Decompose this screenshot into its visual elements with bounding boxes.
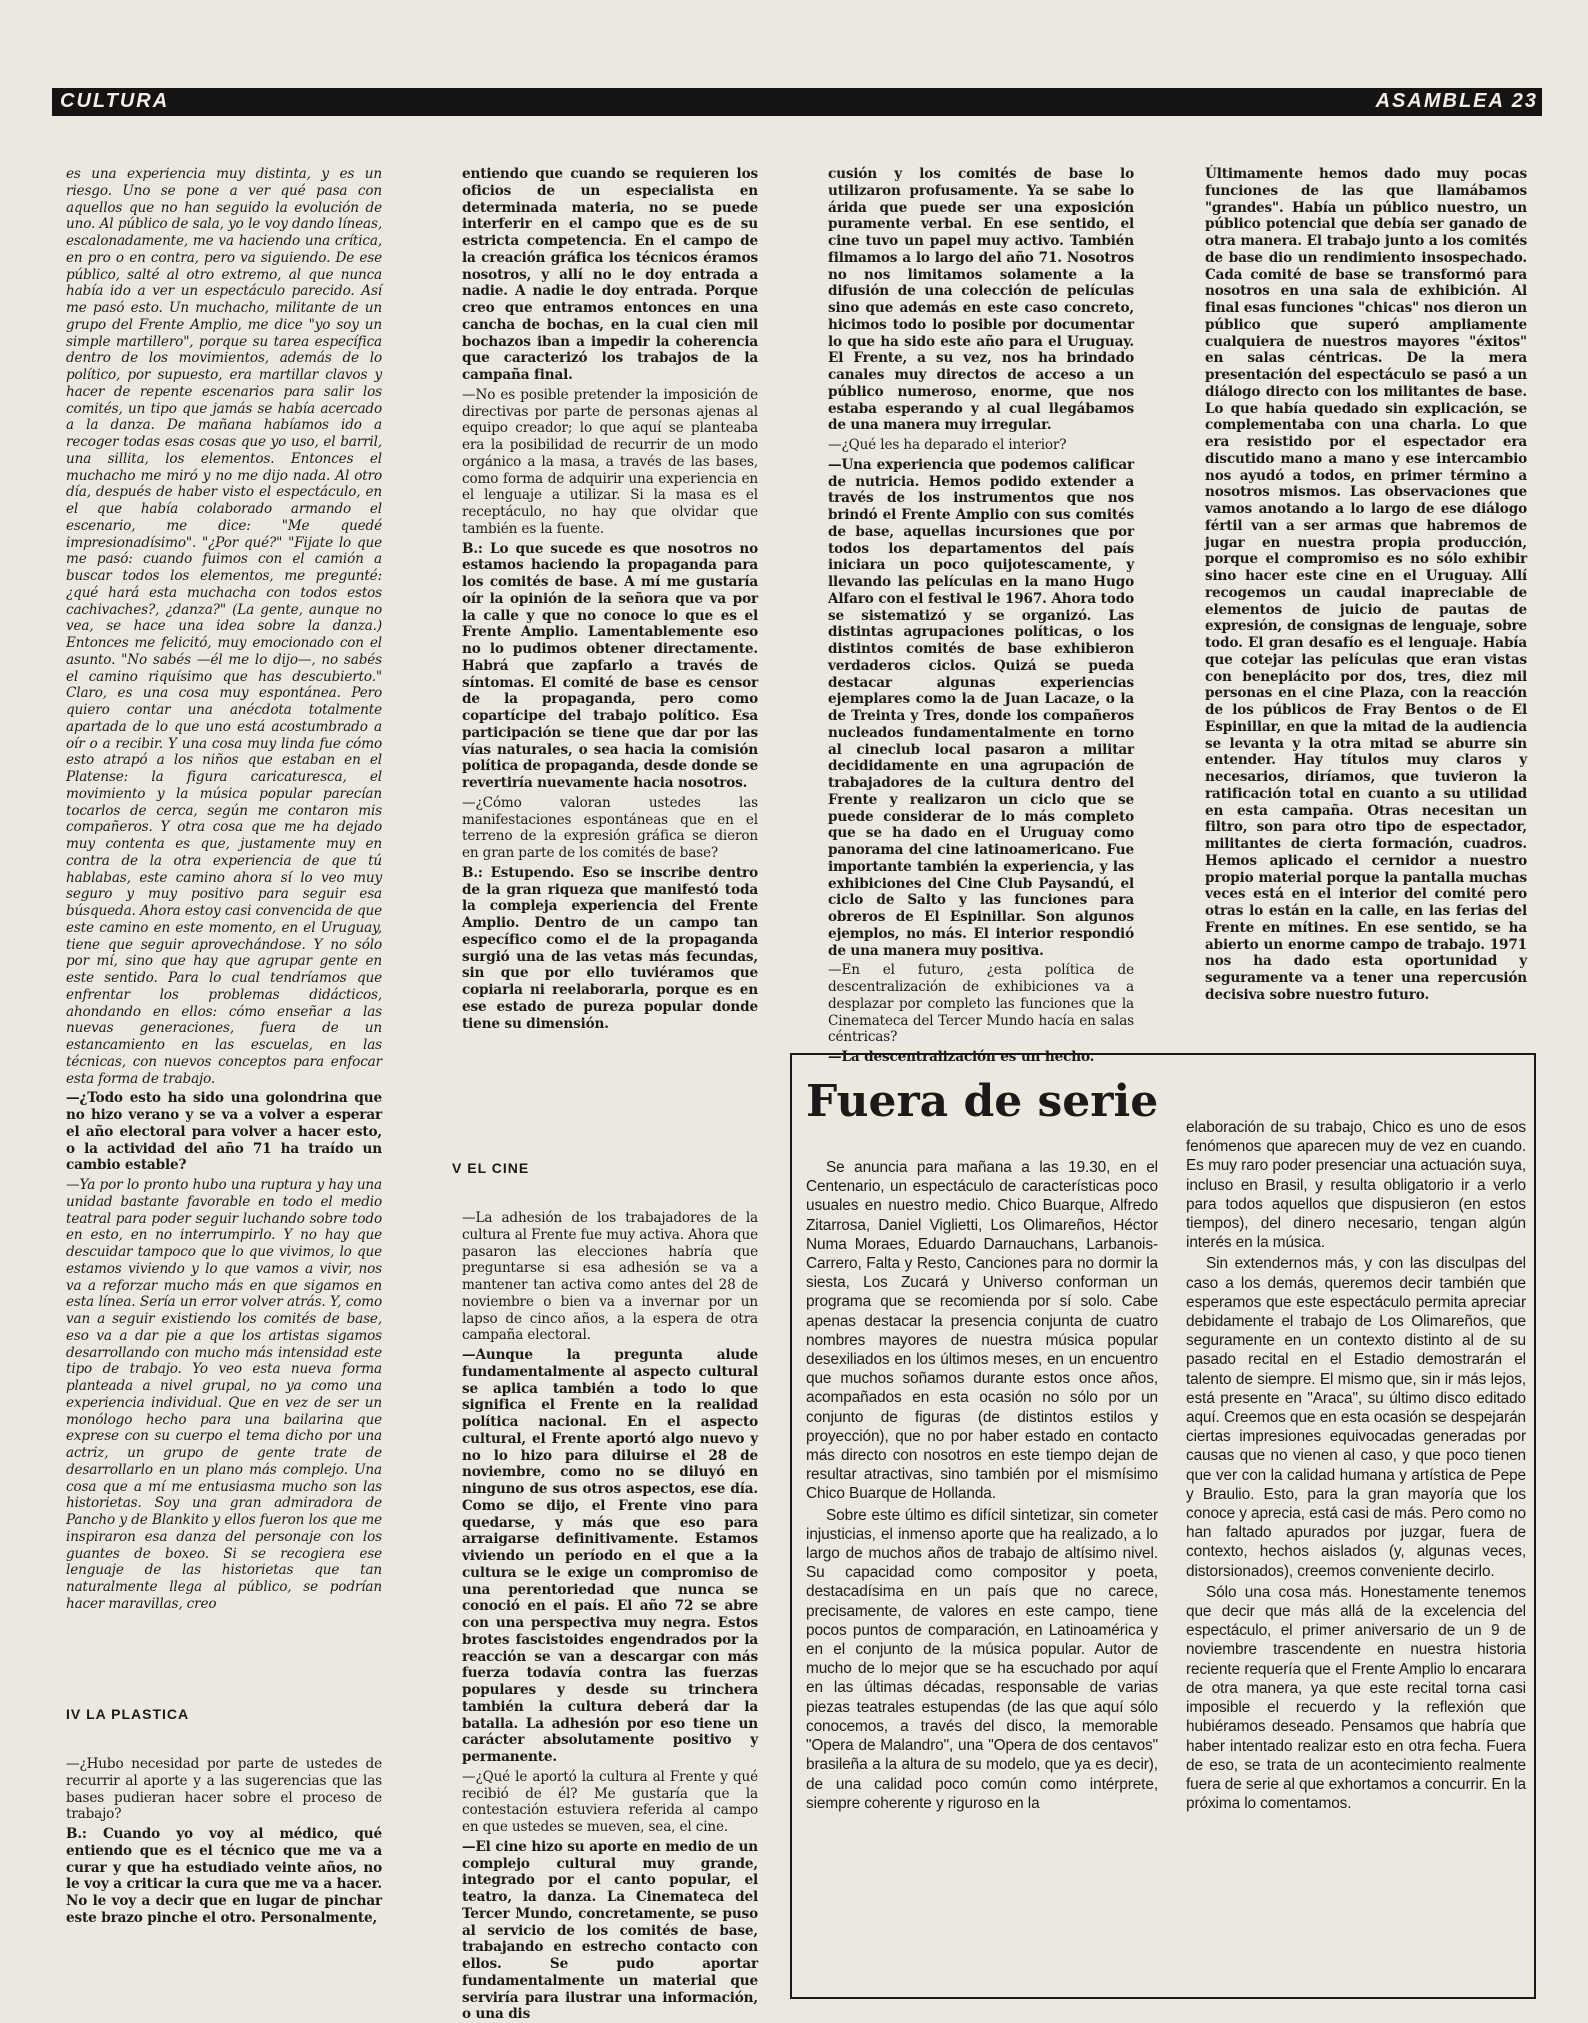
question: —¿Hubo necesidad por parte de ustedes de recurrir al aporte y a las sugerencias que las bases pudieran hacer sobre el proceso de trabajo? [66, 1756, 382, 1823]
section-label: CULTURA [60, 90, 170, 112]
article-title: Fuera de serie [806, 1076, 1159, 1127]
paragraph: Se anuncia para mañana a las 19.30, en el Centenario, un espectáculo de características poco usuales en nuestro medio. Chico Buarque, Alfredo Zitarrosa, Daniel Viglietti, Los Olimareños, Héctor Numa Moraes, Eduardo Darnauchans, Larbanois-Carrero, Falta y Resto, Canciones para no dormir la siesta, Los Zucará y Universo conforman un programa que se recomienda por sí solo. Cabe apenas destacar la presencia conjunta de cuatro nombres mayores de nuestra música popular desexiliados en los últimos meses, en un encuentro que muchos soñamos durante estos once años, acompañados en esta ocasión no sólo por un conjunto de figuras (de distintos estilos y proyección), que no por haber estado en contacto más directo con nosotros en este tiempo dejan de resultar atractivas, sino también por el mismísimo Chico Buarque de Hollanda. [806, 1159, 1158, 1503]
question: —¿Qué le aportó la cultura al Frente y qué recibió de él? Me gustaría que la contestación estuviera referida al campo en que ustedes se mueven, sea, el cine. [462, 1768, 758, 1835]
question: —En el futuro, ¿esta política de descentralización de exhibiciones va a desplazar por completo las funciones que la Cinemateca del Tercer Mundo hacía en salas céntricas? [828, 962, 1134, 1046]
paragraph: cusión y los comités de base lo utilizaron profusamente. Ya se sabe lo árida que puede ser una exposición puramente verbal. En ese sentido, el cine tuvo un papel muy activo. También filmamos a lo largo del año 71. Nosotros no nos limitamos solamente a la difusión de una colección de películas sino que además en este caso concreto, hicimos todo lo posible por documentar lo que ha sido este año para el Uruguay. El Frente, a su vez, nos ha brindado canales muy directos de acceso a un público numeroso, enorme, que nos estaba esperando y al cual llegábamos de una manera muy irregular. [828, 166, 1134, 434]
column-2-bottom [462, 1210, 758, 2023]
subheading-plastica: IV LA PLASTICA [66, 1706, 190, 1722]
box-column-1 [806, 1158, 1158, 1978]
question: —¿Qué les ha deparado el interior? [828, 437, 1067, 453]
box-column-2 [1186, 1118, 1526, 1978]
paragraph: B.: Lo que sucede es que nosotros no estamos haciendo la propaganda para los comités de base. A mí me gustaría oír la opinión de la señora que va por la calle y que no conoce lo que es el Frente Amplio. Lamentablemente eso no lo pudimos obtener directamente. Habrá que zapfarlo a través de síntomas. El comité de base es censor de la propaganda, pero como copartícipe del trabajo político. Esa participación se tiene que dar por las vías naturales, o sea hacia la comisión política de propaganda, desde donde se revertiría nuevamente hacia nosotros. [462, 540, 758, 791]
paragraph: elaboración de su trabajo, Chico es uno de esos fenómenos que aparecen muy de vez en cuando. Es muy raro poder presenciar una actuación suya, incluso en Brasil, y resulta obligatorio ir a verlo para todos aquellos que dispusieron (en estos tiempos), del dinero necesario, tengan algún interés en la música. [1186, 1119, 1526, 1252]
paragraph: entiendo que cuando se requieren los oficios de un especialista en determinada materia, no se puede interferir en el campo que es de su estricta competencia. En el campo de la creación gráfica los técnicos éramos nosotros, y allí no le doy entrada a nadie. A nadie le doy entrada. Porque creo que entramos entonces en una cancha de bochas, en la cual cien mil bochazos iban a impedir la coherencia que caracterizó los trabajos de la campaña final. [462, 166, 758, 383]
answer: —La descentralización es un hecho. [828, 1049, 1095, 1065]
paragraph: Sin extendernos más, y con las disculpas del caso a los demás, queremos decir también que esperamos que este espectáculo permita apreciar debidamente el trabajo de Los Olimareños, que seguramente en un contexto distinto al de su pasado recital en el Estadio demostrarán el talento de siempre. El mismo que, sin ir más lejos, está presente en "Araca", su último disco editado aquí. Creemos que en esta ocasión se despejarán ciertas impresiones equivocadas generadas por causas que no vienen al caso, y que poco tienen que ver con la calidad humana y artística de Pepe y Braulio. Esto, para la gran mayoría que los conoce y aprecia, está casi de más. Pero como no han faltado apurados por juzgar, fuera de contexto, hechos aislados (y, algunas veces, distorsionados), creemos conveniente decirlo. [1186, 1255, 1526, 1580]
answer: —Una experiencia que podemos calificar de nutricia. Hemos podido extender a través de los instrumentos que nos brindó el Frente Amplio con sus comités de base, aquellas incursiones que por todos los departamentos del país iniciara un poco quijotescamente, y llevando las películas en la mano Hugo Alfaro con el festival le 1967. Ahora todo se sistematizó y se organizó. Las distintas agrupaciones políticas, o los distintos comités de base exhibieron verdaderos ciclos. Quizá se pueda destacar algunas experiencias ejemplares como la de Juan Lacaze, o la de Treinta y Tres, donde los compañeros nucleados fundamentalmente en torno al cineclub local pasaron a militar decididamente en una agrupación de trabajadores de la cultura dentro del Frente y realizaron un ciclo que se puede considerar de lo más completo que se ha dado en el Uruguay como panorama del cine latinoamericano. Fue importante también la experiencia, y las exhibiciones del Cine Club Paysandú, el ciclo de Salto y las funciones para obreros de El Espinillar. Son algunos ejemplos, no más. El interior respondió de una manera muy positiva. [828, 456, 1134, 959]
answer: B.: Cuando yo voy al médico, qué entiendo que es el técnico que me va a curar y que ha estudiado veinte años, no le voy a criticar la cura que me va a hacer. No le voy a decir que en lugar de pinchar este brazo pinche el otro. Personalmente, [66, 1826, 382, 1926]
magazine-page-label: ASAMBLEA 23 [1375, 90, 1538, 112]
answer: B.: Estupendo. Eso se inscribe dentro de la gran riqueza que manifestó toda la compleja experiencia del Frente Amplio. Dentro de un campo tan específico como el de la propaganda surgió una de las vetas más fecundas, sin que por ello tuviéramos que copiarla ni reelaborarla, porque es en ese estado de pureza popular donde tiene su dimensión. [462, 864, 758, 1032]
paragraph: Sobre este último es difícil sintetizar, sin cometer injusticias, el inmenso aporte que ha realizado, a lo largo de muchos años de trabajo de altísimo nivel. Su capacidad como compositor y poeta, destacadísima en un país que no carece, precisamente, de valores en este campo, tiene pocos puntos de comparación, en Latinoamérica y en el conjunto de la música popular. Autor de mucho de lo mejor que se ha escuchado por aquí en las últimas décadas, responsable de varias piezas teatrales estupendas (de las que aquí sólo conocemos, a través del disco, la memorable "Opera de Malandro", una "Opera de dos centavos" brasileña a la altura de su modelo, que ya es decir), de una calidad poco común como intérprete, siempre coherente y riguroso en la [806, 1506, 1158, 1812]
paragraph: —Ya por lo pronto hubo una ruptura y hay una unidad bastante favorable en todo el medio teatral para poder seguir luchando sobre todo en esto, en no interrumpirlo. Y no hay que descuidar tampoco que lo que vivimos, lo que estamos viviendo y lo que vamos a vivir, nos va a reforzar mucho más en que sigamos en esta línea. Sería un error volver atrás. Y, como van a seguir existiendo los comités de base, eso va a dar pie a que los artistas sigamos desarrollando con mucho más intensidad este tipo de trabajo. Yo veo esta nueva forma planteada a nivel grupal, no ya como una experiencia individual. Que en vez de ser un monólogo hecho para una bailarina que exprese con su cuerpo el tema dicho por una actriz, un grupo de gente trate de desarrollarlo en un plano más complejo. Una cosa que a mí me entusiasma mucho son las historietas. Soy una gran admiradora de Pancho y de Blankito y ellos fueron los que me inspiraron esa danza del personaje con los guantes de boxeo. Si se recogiera ese lenguaje de las historietas que tan naturalmente llega al público, se podrían hacer maravillas, creo [66, 1177, 382, 1612]
question: —¿Cómo valoran ustedes las manifestaciones espontáneas que en el terreno de la expresión gráfica se dieron en gran parte de los comités de base? [462, 794, 758, 861]
paragraph: es una experiencia muy distinta, y es un riesgo. Uno se pone a ver qué pasa con aquellos que no han seguido la evolución de uno. Al público de sala, yo le voy dando líneas, escalonadamente, me va haciendo una crítica, en pro o en contra, pero va siguiendo. De ese público, salté al otro extremo, al que nunca había ido a ver un espectáculo parecido. Así me pasó esto. Un muchacho, militante de un grupo del Frente Amplio, me dice "yo soy un simple martillero", porque su tarea específica dentro de los movimientos, además de lo político, por supuesto, era martillar clavos y hacer de repente escenarios para salir los comités, un tipo que jamás se había acercado a la danza. De mañana habíamos ido a recoger todas esas cosas que yo uso, el barril, una sillita, los elementos. Entonces el muchacho me miró y no me dijo nada. Al otro día, después de haber visto el espectáculo, en el que había colaborado armando el escenario, me dice: "Me quedé impresionadísimo". "¿Por qué?" "Fijate lo que me pasó: cuando fuimos con el camión a buscar todos los elementos, me pregunté: ¿qué hará esta muchacha con todos estos cachivaches?, ¿danza?" (La gente, aunque no vea, se hace una idea sobre la danza.) Entonces me felicitó, muy emocionado con el asunto. "No sabés —él me lo dijo—, no sabés el camino riquísimo que has descubierto." Claro, es una cosa muy espontánea. Pero quiero contar una anécdota totalmente apartada de lo que uno está acostumbrado a oír o a recibir. Y una cosa muy linda fue cómo esto atrapó a los niños que estaban en el Platense: la figura caricaturesca, el movimiento y la música popular parecían tocarlos de cerca, según me contaron mis compañeros. Y otra cosa que me ha dejado muy contenta es que, justamente muy en contra de la otra experiencia de que tú hablabas, este camino ahora sí lo veo muy seguro y muy positivo para seguir esa búsqueda. Ahora estoy casi convencida de que este camino en este momento, en el Uruguay, tiene que seguir aprovechándose. Y no sólo por mí, sino que hay que agrupar gente en este sentido. Para lo cual tendríamos que enfrentar los problemas didácticos, ahondando en ellos: cómo enseñar a las nuevas generaciones, fuera de un estancamiento en las escuelas, en las técnicas, con nuevos conceptos para enfocar esta forma de trabajo. [66, 166, 382, 1087]
header-bar [52, 88, 1542, 116]
column-4 [1205, 166, 1527, 1046]
answer: —El cine hizo su aporte en medio de un complejo cultural muy grande, integrado por el canto popular, el teatro, la danza. La Cinemateca del Tercer Mundo, concretamente, se puso al servicio de los comités de base, trabajando en estrecho contacto con ellos. Se pudo aportar fundamentalmente un material que serviría para ilustrar una información, o una dis [462, 1838, 758, 2023]
answer: —Aunque la pregunta alude fundamentalmente al aspecto cultural se aplica también a todo lo que significa el Frente en la realidad política nacional. En el aspecto cultural, el Frente aportó algo nuevo y no lo hizo para diluirse el 28 de noviembre, como no se diluyó en ninguno de sus otros aspectos, ese día. Como se dijo, el Frente vino para quedarse, y más que eso para arraigarse definitivamente. Estamos viviendo un período en el que a la cultura se le exige un compromiso de una perentoriedad que nunca se conoció en el país. El año 72 se abre con una perspectiva muy negra. Estos brotes fascistoides engendrados por la reacción se van a descargar con más fuerza todavía contra las fuerzas populares y desde su trinchera también la cultura deberá dar la batalla. La adhesión por eso tiene un carácter absolutamente positivo y permanente. [462, 1347, 758, 1765]
column-1 [66, 166, 382, 1686]
column-2 [462, 166, 758, 1096]
column-1-bottom [66, 1756, 382, 1996]
paragraph: Últimamente hemos dado muy pocas funciones de las que llamábamos "grandes". Había un público nuestro, un público potencial que debía ser ganado de otra manera. El trabajo junto a los comités de base dio un rendimiento insospechado. Cada comité de base se transformó para nosotros en una sala de exhibición. Al final esas funciones "chicas" nos dieron un público que superó ampliamente cualquiera de nuestros mayores "éxitos" en salas céntricas. De la mera presentación del espectáculo se pasó a un diálogo directo con los militantes de base. Lo que había quedado sin explicación, se complementaba con una charla. Lo que era resistido por el espectador era discutido mano a mano y ese intercambio nos ayudó a todos, en primer término a nosotros mismos. Las observaciones que vamos anotando a lo largo de ese diálogo fértil van a ser armas que habremos de jugar en nuestra propia producción, porque el compromiso es no sólo exhibir sino hacer este cine en el Uruguay. Allí recogemos un caudal inapreciable de elementos de juicio de pautas de expresión, de consignas de lenguaje, sobre todo. El gran desafío es el lenguaje. Había que cotejar las películas que eran vistas con beneplácito por dos, tres, diez mil personas en el cine Plaza, con la reacción de los públicos de Fray Bentos o de El Espinillar, en que la mitad de la audiencia se levanta y la otra mitad se aburre sin entender. Hay títulos muy claros y necesarios, diríamos, que tuvieron la ratificación total en cuanto a su utilidad en esta campaña. Otras necesitan un filtro, son para otro tipo de espectador, militantes de cierta formación, cuadros. Hemos aplicado el cernidor a nuestro propio material porque la pantalla muchas veces está en el interior del comité pero otras lo están en la calle, en las ferias del Frente en mítines. En ese sentido, se ha abierto un enorme campo de trabajo. 1971 nos ha dado esta oportunidad y seguramente va a tener una repercusión decisiva sobre nuestro futuro. [1205, 166, 1527, 1003]
subheading-cine: V EL CINE [452, 1160, 530, 1176]
question: —La adhesión de los trabajadores de la cultura al Frente fue muy activa. Ahora que pasaron las elecciones habría que preguntarse si esa adhesión se va a mantener tan activa como antes del 28 de noviembre o bien va a invernar por un lapso de cinco años, a la espera de otra campaña electoral. [462, 1210, 758, 1344]
column-3 [828, 166, 1134, 1065]
paragraph: Sólo una cosa más. Honestamente tenemos que decir que más allá de la excelencia del espectáculo, el primer aniversario de un 9 de noviembre trascendente en nuestra historia reciente requería que el Frente Amplio lo encarara de otra manera, ya que este recital torna casi imposible el recuerdo y la reflexión que hubiéramos deseado. Pensamos que habría que haber intentado realizar esto en otra fecha. Fuera de eso, se trata de un acontecimiento realmente fuera de serie al que exhortamos a concurrir. En la próxima lo comentamos. [1186, 1583, 1526, 1813]
paragraph: —No es posible pretender la imposición de directivas por parte de personas ajenas al equipo creador; lo que aquí se planteaba era la posibilidad de recurrir de un modo orgánico a la masa, a través de las bases, como forma de adquirir una experiencia en el lenguaje a utilizar. Si la masa es el receptáculo, no hay que olvidar que también es la fuente. [462, 386, 758, 537]
question: —¿Todo esto ha sido una golondrina que no hizo verano y se va a volver a esperar el año electoral para volver a hacer esto, o la actividad del año 71 ha traído un cambio estable? [66, 1090, 382, 1174]
